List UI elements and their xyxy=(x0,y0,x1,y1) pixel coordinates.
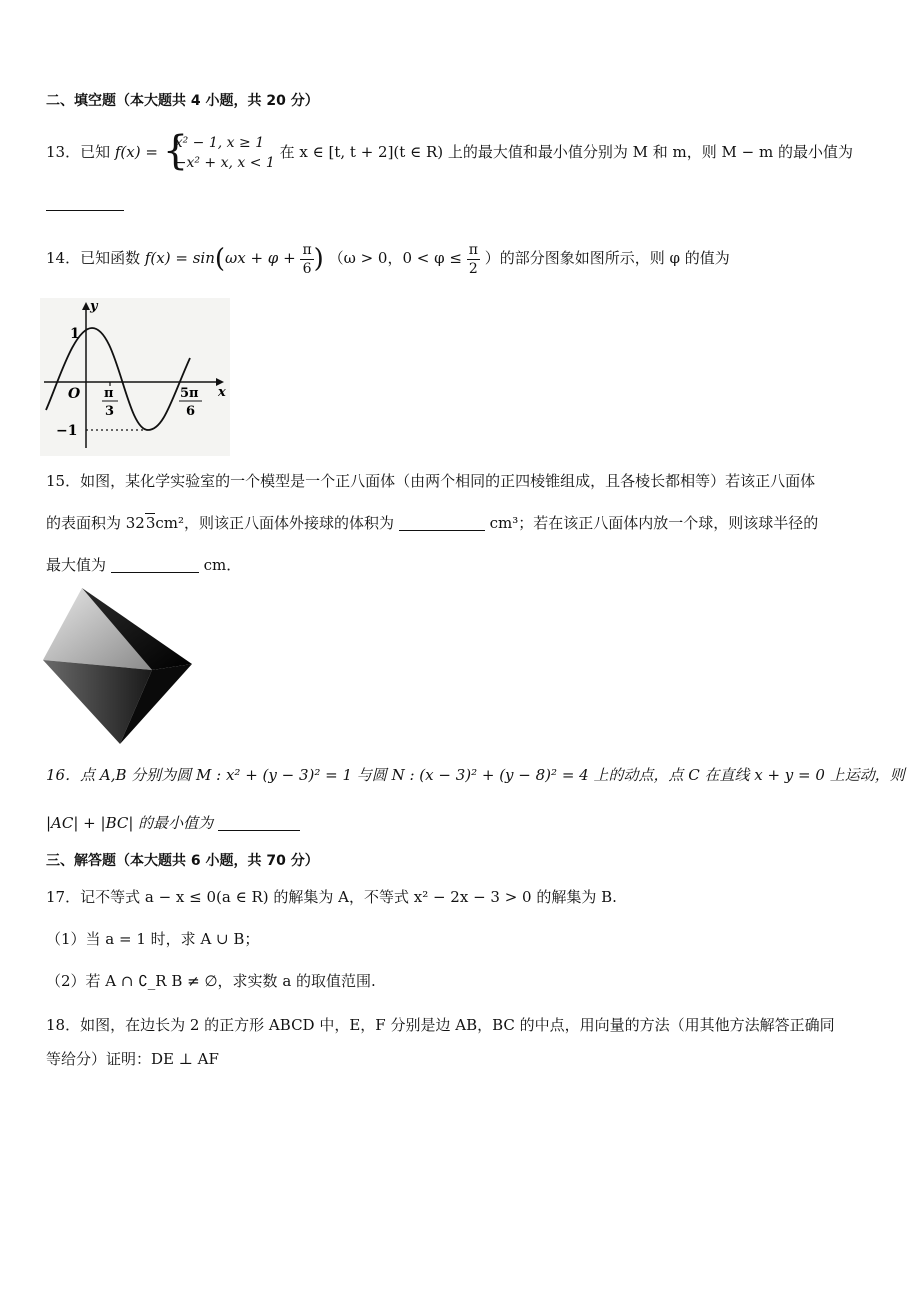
q13-brace: { xyxy=(162,128,189,174)
section-heading-fill-in: 二、填空题（本大题共 4 小题，共 20 分） xyxy=(46,93,319,109)
q13-text: 在 x ∈ [t, t + 2](t ∈ R) 上的最大值和最小值分别为 M 和 m，则 M − m 的最小值为 xyxy=(279,143,853,161)
q14-frac-pi-2: $\frac{\pi}{2}$ xyxy=(468,241,478,277)
q14-condition: （ω > 0，0 < φ ≤ xyxy=(328,249,462,267)
question-14: 14．已知函数 f(x) = sin(ωx + φ + $\frac{\pi}{6}$ ) （ω > 0，0 < φ ≤ $\frac{\pi}{2}$ ）的部分图象如图所示，则 φ 的值为 xyxy=(46,241,730,277)
q14-text: ）的部分图象如图所示，则 φ 的值为 xyxy=(484,249,730,267)
q13-case-1: x² − 1, x ≥ 1 xyxy=(174,135,265,151)
q15-answer-blank-2[interactable] xyxy=(111,556,199,573)
tick-label-1: 1 xyxy=(70,326,80,342)
question-16-line-2: |AC| + |BC| 的最小值为 xyxy=(46,812,880,834)
question-17-part-2: （2）若 A ∩ ∁_R B ≠ ∅，求实数 a 的取值范围. xyxy=(46,972,376,990)
q13-answer-blank[interactable] xyxy=(46,194,124,211)
sine-graph-figure xyxy=(40,298,230,456)
q15-answer-blank-1[interactable] xyxy=(399,514,485,531)
q16-answer-blank[interactable] xyxy=(218,814,300,831)
question-16-line-1: 16．点 A,B 分别为圆 M : x² + (y − 3)² = 1 与圆 N : (x − 3)² + (y − 8)² = 4 上的动点，点 C 在直线 x + y = 0 上运动，则 xyxy=(46,766,905,784)
q13-case-2: −x² + x, x < 1 xyxy=(174,155,275,171)
question-15-line-3: 最大值为 cm． xyxy=(46,556,242,574)
question-18-line-2: 等给分）证明：DE ⊥ AF xyxy=(46,1050,219,1068)
q14-frac-pi-6: $\frac{\pi}{6}$ xyxy=(302,241,312,277)
question-15-line-2: 的表面积为 323cm²，则该正八面体外接球的体积为 cm³；若在该正八面体内放一个球，则该球半径的 xyxy=(46,514,819,532)
section-heading-solution: 三、解答题（本大题共 6 小题，共 70 分） xyxy=(46,853,319,869)
x-axis-label: x xyxy=(218,385,226,400)
tick-label-5pi-over-6-den: 6 xyxy=(186,404,196,419)
sqrt-3: 3 xyxy=(145,514,156,532)
tick-label-neg-1: −1 xyxy=(56,423,78,439)
q13-function: f(x) = xyxy=(114,143,158,161)
q14-inner: ωx + φ + xyxy=(225,249,296,267)
q13-answer-line xyxy=(46,192,880,214)
tick-label-pi-over-3-den: 3 xyxy=(105,404,115,419)
octahedron-face-bottom-left xyxy=(43,660,152,744)
question-13 xyxy=(46,130,880,174)
question-17-part-1: （1）当 a = 1 时，求 A ∪ B； xyxy=(46,930,260,948)
y-axis-label: y xyxy=(90,299,98,314)
q13-number: 13．已知 xyxy=(46,143,111,161)
origin-label: O xyxy=(68,386,81,402)
question-17: 17．记不等式 a − x ≤ 0(a ∈ R) 的解集为 A，不等式 x² − 2x − 3 > 0 的解集为 B. xyxy=(46,888,617,906)
octahedron-figure xyxy=(40,588,198,748)
question-18-line-1: 18．如图，在边长为 2 的正方形 ABCD 中，E，F 分别是边 AB，BC 的中点，用向量的方法（用其他方法解答正确同 xyxy=(46,1016,835,1034)
q14-function: f(x) = sin xyxy=(144,249,215,267)
question-15-line-1: 15．如图，某化学实验室的一个模型是一个正八面体（由两个相同的正四棱锥组成，且各棱长都相等）若该正八面体 xyxy=(46,472,816,490)
tick-label-pi-over-3-num: π xyxy=(104,386,114,401)
q14-number: 14．已知函数 xyxy=(46,249,141,267)
tick-label-5pi-over-6-num: 5π xyxy=(180,386,199,401)
q13-piecewise xyxy=(162,128,275,174)
